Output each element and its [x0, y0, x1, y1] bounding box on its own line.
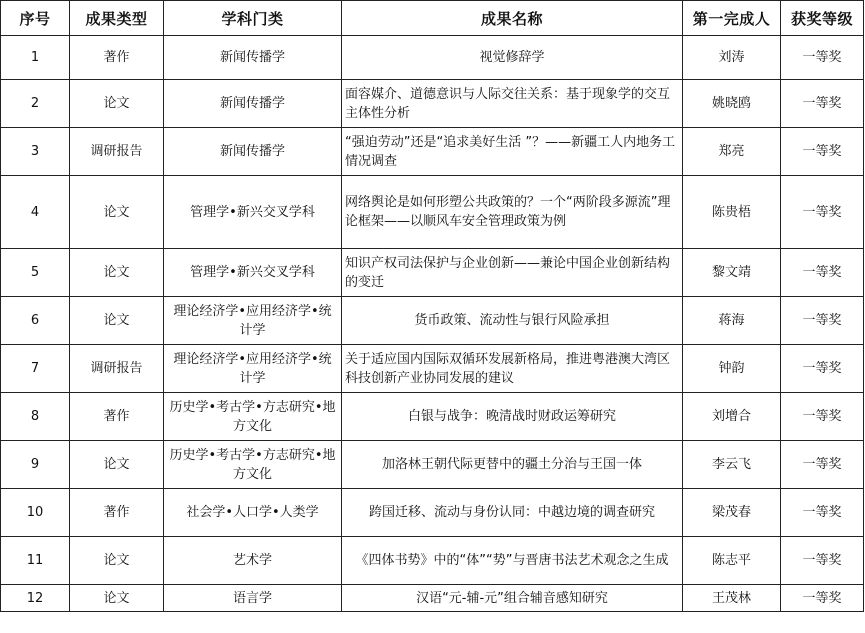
cell-subject: 新闻传播学 [164, 80, 342, 128]
table-row [1, 128, 864, 176]
cell-no: 4 [1, 176, 70, 249]
table-row [1, 585, 864, 612]
header-type: 成果类型 [70, 1, 164, 36]
cell-author: 陈贵梧 [683, 176, 781, 249]
table-row [1, 249, 864, 297]
cell-title-text: “强迫劳动”还是“追求美好生活 ”？——新疆工人内地务工情况调查 [345, 134, 676, 169]
table-row [1, 80, 864, 128]
cell-title [342, 585, 683, 612]
cell-title [342, 249, 683, 297]
cell-level: 一等奖 [781, 345, 864, 393]
cell-subject: 理论经济学•应用经济学•统计学 [164, 345, 342, 393]
cell-subject: 新闻传播学 [164, 128, 342, 176]
cell-subject: 理论经济学•应用经济学•统计学 [164, 297, 342, 345]
cell-type: 论文 [70, 537, 164, 585]
cell-level: 一等奖 [781, 36, 864, 80]
cell-type: 论文 [70, 297, 164, 345]
cell-type: 著作 [70, 393, 164, 441]
cell-subject: 社会学•人口学•人类学 [164, 489, 342, 537]
cell-level: 一等奖 [781, 393, 864, 441]
cell-type: 著作 [70, 36, 164, 80]
cell-subject: 语言学 [164, 585, 342, 612]
cell-no: 10 [1, 489, 70, 537]
cell-type: 调研报告 [70, 345, 164, 393]
cell-title-text: 汉语“元-辅-元”组合辅音感知研究 [416, 590, 608, 606]
cell-no: 8 [1, 393, 70, 441]
cell-title-text: 《四体书势》中的“体”“势”与晋唐书法艺术观念之生成 [355, 553, 669, 568]
cell-no: 3 [1, 128, 70, 176]
cell-subject: 历史学•考古学•方志研究•地方文化 [164, 393, 342, 441]
cell-title-text: 货币政策、流动性与银行风险承担 [414, 313, 610, 328]
cell-author: 黎文靖 [683, 249, 781, 297]
table-row [1, 176, 864, 249]
cell-no: 6 [1, 297, 70, 345]
cell-level: 一等奖 [781, 128, 864, 176]
cell-no: 12 [1, 585, 70, 612]
cell-type: 论文 [70, 441, 164, 489]
cell-level: 一等奖 [781, 80, 864, 128]
header-row [1, 1, 864, 36]
cell-title-text: 知识产权司法保护与企业创新——兼论中国企业创新结构的变迁 [345, 255, 671, 290]
cell-author: 陈志平 [683, 537, 781, 585]
cell-title-text: 关于适应国内国际双循环发展新格局，推进粤港澳大湾区科技创新产业协同发展的建议 [345, 351, 671, 386]
cell-title [342, 80, 683, 128]
header-author: 第一完成人 [683, 1, 781, 36]
table-row [1, 297, 864, 345]
cell-author: 刘增合 [683, 393, 781, 441]
cell-title-text: 白银与战争：晚清战时财政运筹研究 [407, 409, 616, 424]
cell-no: 7 [1, 345, 70, 393]
cell-level: 一等奖 [781, 537, 864, 585]
cell-subject: 新闻传播学 [164, 36, 342, 80]
cell-subject: 管理学•新兴交叉学科 [164, 249, 342, 297]
header-level: 获奖等级 [781, 1, 864, 36]
table-row [1, 441, 864, 489]
cell-no: 11 [1, 537, 70, 585]
cell-title [342, 128, 683, 176]
table-row [1, 489, 864, 537]
cell-title-text: 加洛林王朝代际更替中的疆土分治与王国一体 [381, 457, 642, 472]
cell-type: 论文 [70, 249, 164, 297]
cell-type: 著作 [70, 489, 164, 537]
table-row [1, 345, 864, 393]
cell-level: 一等奖 [781, 249, 864, 297]
cell-title-text: 面容媒介、道德意识与人际交往关系：基于现象学的交互主体性分析 [345, 86, 671, 121]
table-row [1, 537, 864, 585]
cell-level: 一等奖 [781, 441, 864, 489]
cell-no: 9 [1, 441, 70, 489]
cell-author: 刘涛 [683, 36, 781, 80]
cell-title [342, 393, 683, 441]
header-no: 序号 [1, 1, 70, 36]
cell-title [342, 297, 683, 345]
cell-level: 一等奖 [781, 176, 864, 249]
cell-type: 调研报告 [70, 128, 164, 176]
cell-level: 一等奖 [781, 297, 864, 345]
table-row [1, 393, 864, 441]
cell-title-text: 视觉修辞学 [479, 50, 545, 65]
cell-level: 一等奖 [781, 489, 864, 537]
cell-title [342, 537, 683, 585]
cell-author: 梁茂春 [683, 489, 781, 537]
header-title: 成果名称 [342, 1, 683, 36]
cell-no: 1 [1, 36, 70, 80]
header-subject: 学科门类 [164, 1, 342, 36]
cell-title [342, 36, 683, 80]
cell-title [342, 176, 683, 249]
cell-author: 姚晓鸥 [683, 80, 781, 128]
cell-author: 蒋海 [683, 297, 781, 345]
cell-subject: 艺术学 [164, 537, 342, 585]
cell-no: 2 [1, 80, 70, 128]
cell-type: 论文 [70, 585, 164, 612]
cell-author: 王茂林 [683, 585, 781, 612]
cell-type: 论文 [70, 176, 164, 249]
cell-author: 郑亮 [683, 128, 781, 176]
cell-no: 5 [1, 249, 70, 297]
cell-level: 一等奖 [781, 585, 864, 612]
cell-title-text: 网络舆论是如何形塑公共政策的？一个“两阶段多源流”理论框架——以顺风车安全管理政策为例 [345, 195, 671, 229]
cell-author: 钟韵 [683, 345, 781, 393]
cell-title [342, 489, 683, 537]
cell-author: 李云飞 [683, 441, 781, 489]
cell-type: 论文 [70, 80, 164, 128]
table-row [1, 36, 864, 80]
cell-title [342, 345, 683, 393]
cell-subject: 历史学•考古学•方志研究•地方文化 [164, 441, 342, 489]
cell-title-text: 跨国迁移、流动与身份认同：中越边境的调查研究 [368, 505, 655, 520]
cell-subject: 管理学•新兴交叉学科 [164, 176, 342, 249]
cell-title [342, 441, 683, 489]
